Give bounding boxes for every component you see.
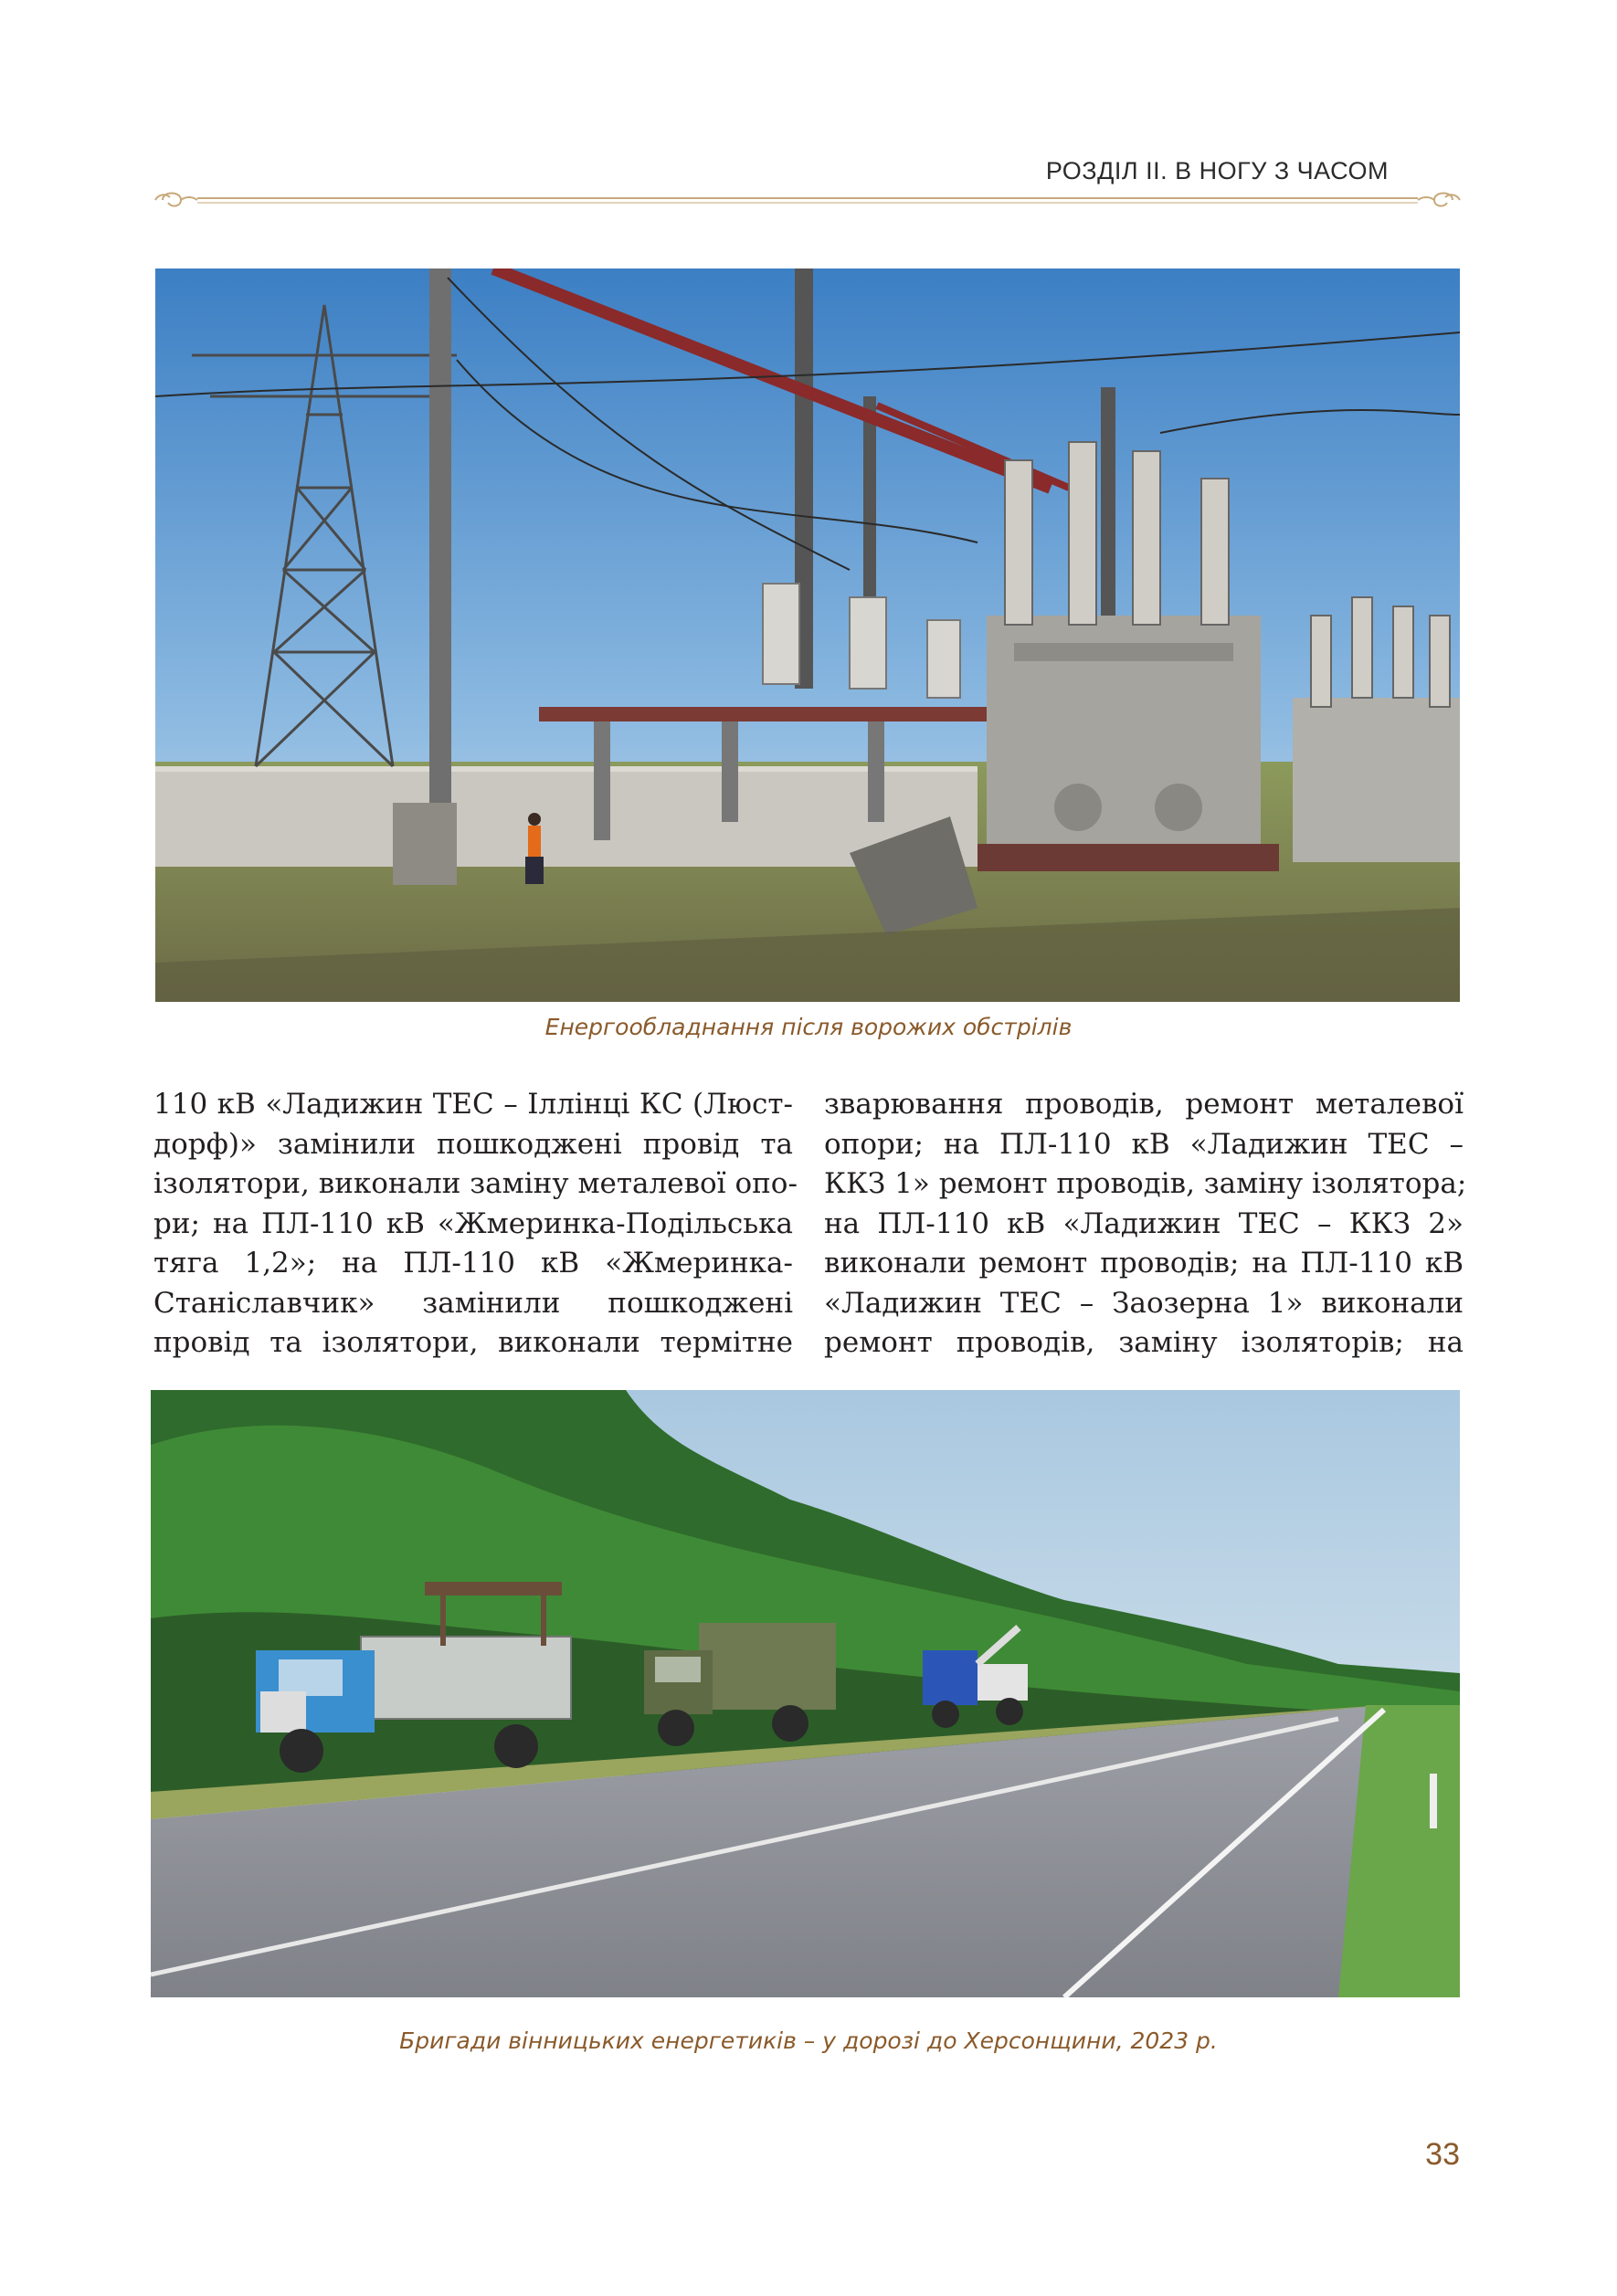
body-line: ри; на ПЛ-110 кВ «Жмеринка-Подільська (153, 1206, 793, 1240)
body-column-right (824, 1085, 1467, 1364)
body-line: ізолятори, виконали заміну металевої опо- (153, 1167, 798, 1200)
body-line: зварювання проводів, ремонт металевої (824, 1088, 1464, 1121)
photo-substation-equipment (155, 269, 1460, 1002)
header-ornament-rule (153, 188, 1462, 212)
body-line: ремонт проводів, заміну ізоляторів; на (824, 1326, 1464, 1359)
body-column-left (153, 1085, 798, 1364)
photo-caption-substation: Енергообладнання після ворожих обстрілів (544, 1014, 1073, 1040)
body-line: Станіславчик» замінили пошкоджені (153, 1286, 793, 1320)
body-line: ККЗ 1» ремонт проводів, заміну ізолятора; (824, 1167, 1467, 1200)
body-line: «Ладижин ТЕС – Заозерна 1» виконали (824, 1286, 1464, 1320)
photo-caption-trucks: Бригади вінницьких енергетиків – у дорозі до Херсонщини, 2023 р. (399, 2027, 1218, 2054)
body-line: 110 кВ «Ладижин ТЕС – Іллінці КС (Люст- (153, 1088, 793, 1121)
body-line: провід та ізолятори, виконали термітне (153, 1326, 793, 1359)
body-line: на ПЛ-110 кВ «Ладижин ТЕС – ККЗ 2» (824, 1206, 1464, 1240)
page-header-title: РОЗДІЛ ІІ. В НОГУ З ЧАСОМ (1045, 157, 1389, 184)
body-line: опори; на ПЛ-110 кВ «Ладижин ТЕС – (824, 1127, 1464, 1161)
body-line: тяга 1,2»; на ПЛ-110 кВ «Жмеринка- (153, 1247, 793, 1280)
photo-utility-trucks (151, 1390, 1460, 1997)
body-line: дорф)» замінили пошкоджені провід та (153, 1127, 793, 1161)
body-line: виконали ремонт проводів; на ПЛ-110 кВ (824, 1247, 1464, 1280)
page-number: 33 (1425, 2137, 1460, 2172)
